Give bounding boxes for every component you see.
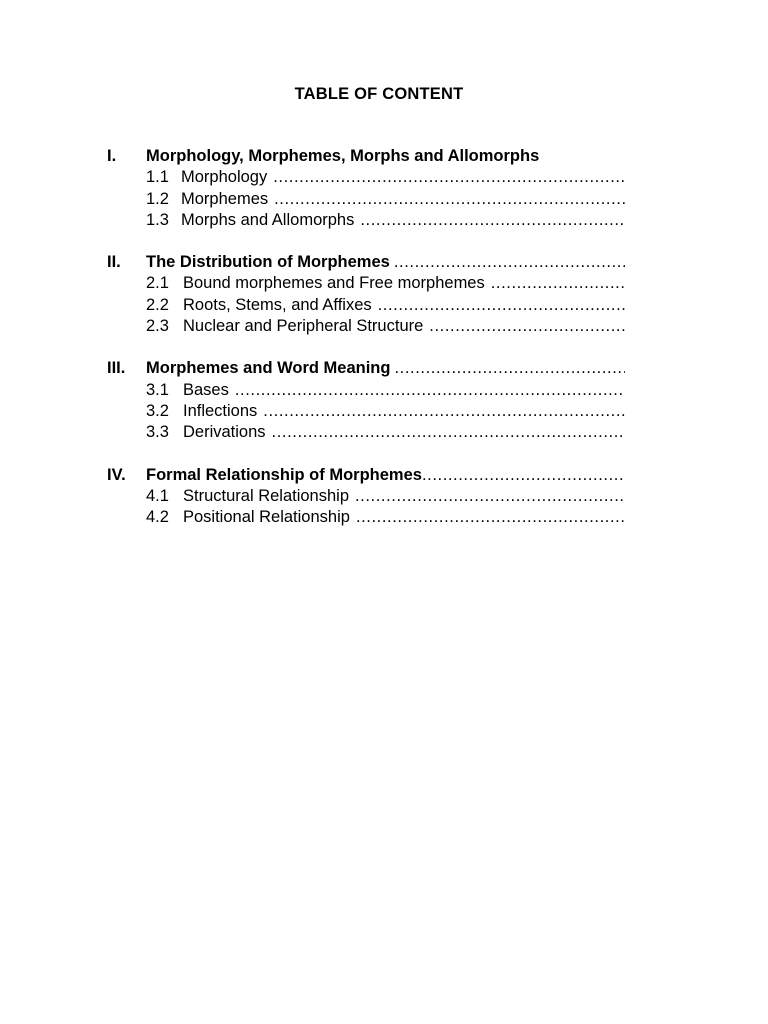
dot-leader	[422, 466, 625, 485]
entry-number: 2.2	[146, 295, 169, 314]
toc-entry	[107, 487, 625, 508]
entry-number: 2.1	[146, 274, 169, 293]
entry-number: 1.1	[146, 168, 169, 187]
section-heading: Formal Relationship of Morphemes	[146, 465, 422, 484]
entry-label: Nuclear and Peripheral Structure	[183, 317, 424, 336]
toc-section	[107, 466, 625, 530]
dot-leader	[429, 317, 625, 336]
toc-entry	[107, 211, 625, 232]
section-numeral: I.	[107, 147, 117, 165]
toc-heading	[107, 359, 625, 380]
toc-entry	[107, 317, 625, 338]
entry-label: Inflections	[183, 401, 258, 420]
dot-leader	[394, 253, 625, 272]
toc-section	[107, 253, 625, 338]
toc-heading	[107, 147, 625, 168]
entry-label: Positional Relationship	[183, 508, 350, 527]
entry-number: 3.1	[146, 380, 169, 399]
toc-entry	[107, 381, 625, 402]
entry-label: Derivations	[183, 423, 266, 442]
entry-number: 1.2	[146, 189, 169, 208]
toc-entry	[107, 168, 625, 189]
entry-label: Bases	[183, 380, 229, 399]
section-numeral: III.	[107, 359, 126, 378]
toc-section	[107, 359, 625, 444]
toc-entry	[107, 402, 625, 423]
toc-entry	[107, 296, 625, 317]
section-heading: The Distribution of Morphemes	[146, 253, 390, 272]
page-title: TABLE OF CONTENT	[294, 85, 464, 103]
dot-leader	[274, 190, 625, 209]
toc-entry	[107, 190, 625, 211]
dot-leader	[491, 274, 625, 293]
entry-label: Bound morphemes and Free morphemes	[183, 274, 485, 293]
entry-number: 4.1	[146, 486, 169, 505]
dot-leader	[263, 402, 625, 421]
entry-label: Morphology	[181, 168, 268, 187]
entry-number: 2.3	[146, 317, 169, 336]
dot-leader	[360, 211, 625, 230]
section-heading: Morphology, Morphemes, Morphs and Allomorphs	[146, 147, 540, 165]
dot-leader	[273, 168, 625, 187]
entry-label: Roots, Stems, and Affixes	[183, 295, 372, 314]
toc-heading	[107, 466, 625, 487]
toc-section	[107, 147, 625, 232]
dot-leader	[235, 381, 625, 400]
entry-number: 4.2	[146, 508, 169, 527]
entry-number: 3.2	[146, 401, 169, 420]
entry-number: 1.3	[146, 210, 169, 229]
dot-leader	[272, 423, 625, 442]
toc-entry	[107, 274, 625, 295]
entry-label: Morphs and Allomorphs	[181, 210, 355, 229]
section-heading: Morphemes and Word Meaning	[146, 359, 391, 378]
dot-leader	[394, 359, 625, 378]
toc-entry	[107, 423, 625, 444]
section-numeral: II.	[107, 253, 121, 272]
entry-label: Structural Relationship	[183, 486, 349, 505]
section-numeral: IV.	[107, 465, 126, 484]
toc-heading	[107, 253, 625, 274]
table-of-contents	[107, 147, 625, 550]
entry-number: 3.3	[146, 423, 169, 442]
toc-entry	[107, 508, 625, 529]
dot-leader	[355, 487, 625, 506]
entry-label: Morphemes	[181, 189, 269, 208]
dot-leader	[356, 508, 625, 527]
dot-leader	[378, 296, 625, 315]
